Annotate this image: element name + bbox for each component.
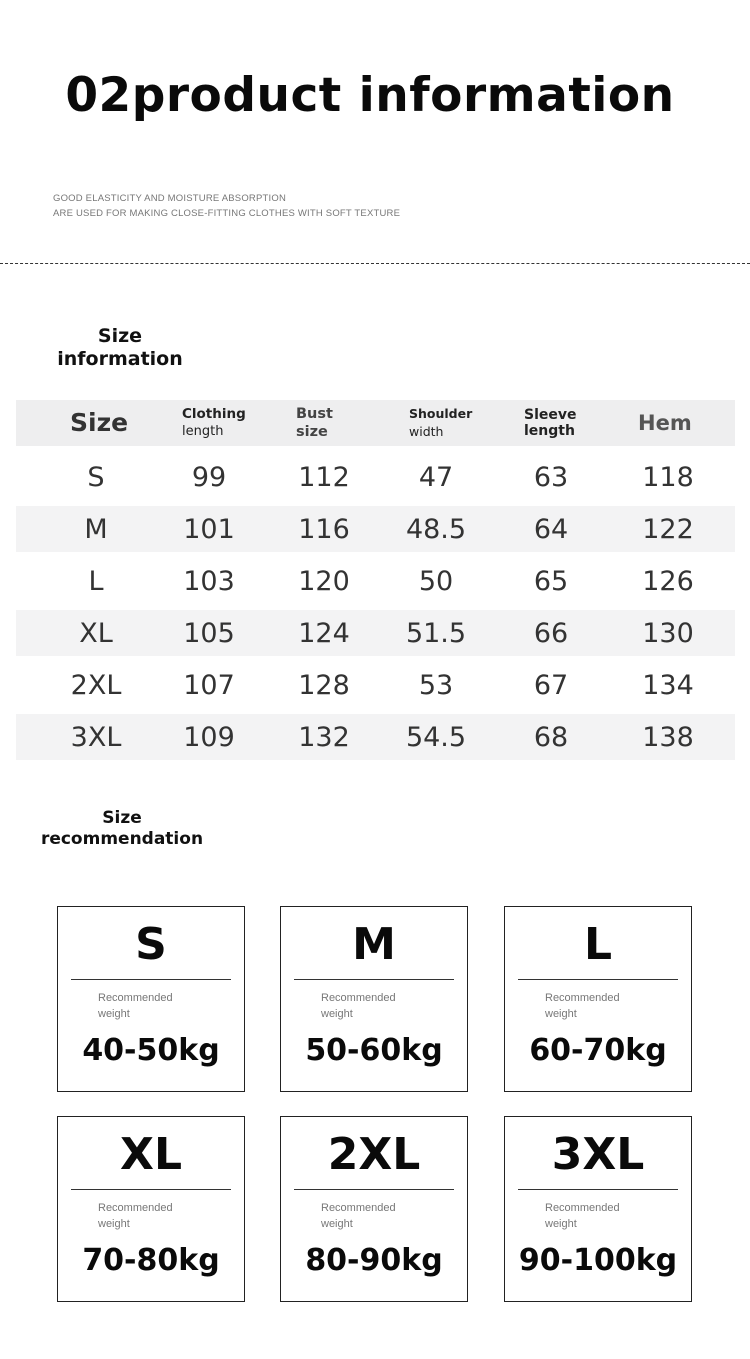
- card-weight-range: 50-60kg: [305, 1033, 443, 1068]
- table-cell: 51.5: [405, 617, 467, 649]
- card-divider: [518, 1189, 678, 1190]
- size-info-heading-line-1: Size: [97, 325, 143, 347]
- card-label-line-1: Recommended: [545, 992, 620, 1004]
- table-cell: 122: [642, 513, 694, 545]
- column-header-hem: Hem: [638, 411, 692, 435]
- card-label-line-2: weight: [545, 1218, 577, 1230]
- card-divider: [71, 979, 231, 980]
- table-cell: 112: [298, 461, 350, 493]
- size-info-heading: [30, 325, 210, 371]
- card-divider: [518, 979, 678, 980]
- table-cell: 124: [298, 617, 350, 649]
- size-rec-heading: [22, 808, 222, 850]
- card-label-line-1: Recommended: [98, 992, 173, 1004]
- table-row: [16, 662, 735, 708]
- table-cell: 47: [418, 461, 454, 493]
- tagline-line-2: ARE USED FOR MAKING CLOSE-FITTING CLOTHES WITH SOFT TEXTURE: [53, 208, 401, 219]
- card-label-line-2: weight: [98, 1218, 130, 1230]
- table-cell: 50: [418, 565, 454, 597]
- table-cell: 48.5: [405, 513, 467, 545]
- card-label-line-1: Recommended: [98, 1202, 173, 1214]
- table-row: [16, 610, 735, 656]
- card-size-label: M: [352, 919, 396, 970]
- table-row: [16, 558, 735, 604]
- card-weight-range: 70-80kg: [82, 1243, 220, 1278]
- table-cell: 63: [533, 461, 569, 493]
- column-header-clothing-length: Clothing length: [182, 406, 246, 439]
- card-label-line-2: weight: [98, 1008, 130, 1020]
- card-recommended-label: [98, 990, 208, 1022]
- table-cell: 130: [642, 617, 694, 649]
- card-size-label: S: [135, 919, 167, 970]
- card-divider: [294, 1189, 454, 1190]
- table-cell: 64: [533, 513, 569, 545]
- table-cell: 109: [183, 721, 235, 753]
- size-card: [504, 906, 692, 1092]
- table-cell: 65: [533, 565, 569, 597]
- table-cell: S: [87, 461, 105, 493]
- card-size-label: XL: [120, 1129, 182, 1180]
- table-cell: 126: [642, 565, 694, 597]
- card-recommended-label: [98, 1200, 208, 1232]
- table-cell: 54.5: [405, 721, 467, 753]
- table-cell: 3XL: [70, 721, 122, 753]
- card-label-line-1: Recommended: [321, 992, 396, 1004]
- card-recommended-label: [545, 990, 655, 1022]
- table-row: [16, 506, 735, 552]
- column-header-bust-size: Bust size: [296, 406, 333, 440]
- card-label-line-1: Recommended: [545, 1202, 620, 1214]
- table-cell: M: [84, 513, 108, 545]
- table-cell: 101: [183, 513, 235, 545]
- column-header-size: Size: [70, 408, 129, 437]
- size-card: [280, 906, 468, 1092]
- card-label-line-2: weight: [545, 1008, 577, 1020]
- table-cell: 120: [298, 565, 350, 597]
- size-rec-heading-line-2: recommendation: [40, 829, 204, 849]
- card-size-label: L: [583, 919, 613, 970]
- size-card: [57, 906, 245, 1092]
- column-header-shoulder-width: Shoulder width: [409, 406, 473, 439]
- table-cell: 66: [533, 617, 569, 649]
- table-cell: 134: [642, 669, 694, 701]
- table-cell: 68: [533, 721, 569, 753]
- card-recommended-label: [321, 990, 431, 1022]
- size-rec-heading-line-1: Size: [102, 808, 142, 828]
- table-cell: 53: [418, 669, 454, 701]
- page-title: 02product information: [65, 68, 675, 123]
- table-cell: 128: [298, 669, 350, 701]
- card-recommended-label: [321, 1200, 431, 1232]
- card-divider: [294, 979, 454, 980]
- table-cell: XL: [79, 617, 113, 649]
- card-label-line-1: Recommended: [321, 1202, 396, 1214]
- card-weight-range: 60-70kg: [529, 1033, 667, 1068]
- size-info-heading-line-2: information: [57, 348, 183, 370]
- table-row: [16, 714, 735, 760]
- card-label-line-2: weight: [321, 1218, 353, 1230]
- table-cell: L: [88, 565, 104, 597]
- table-cell: 116: [298, 513, 350, 545]
- table-cell: 138: [642, 721, 694, 753]
- table-header-row: [16, 400, 735, 446]
- tagline-line-1: GOOD ELASTICITY AND MOISTURE ABSORPTION: [53, 193, 287, 204]
- table-cell: 132: [298, 721, 350, 753]
- card-weight-range: 40-50kg: [82, 1033, 220, 1068]
- table-cell: 99: [191, 461, 227, 493]
- table-cell: 2XL: [70, 669, 122, 701]
- table-cell: 103: [183, 565, 235, 597]
- card-label-line-2: weight: [321, 1008, 353, 1020]
- column-header-sleeve-length: Sleeve length: [524, 407, 577, 439]
- card-weight-range: 80-90kg: [305, 1243, 443, 1278]
- card-recommended-label: [545, 1200, 655, 1232]
- table-cell: 67: [533, 669, 569, 701]
- size-card: [57, 1116, 245, 1302]
- card-size-label: 2XL: [327, 1129, 421, 1180]
- table-cell: 105: [183, 617, 235, 649]
- card-weight-range: 90-100kg: [518, 1243, 678, 1278]
- table-cell: 118: [642, 461, 694, 493]
- dashed-divider: [0, 263, 750, 264]
- size-card: [504, 1116, 692, 1302]
- card-size-label: 3XL: [551, 1129, 645, 1180]
- size-card: [280, 1116, 468, 1302]
- table-cell: 107: [183, 669, 235, 701]
- card-divider: [71, 1189, 231, 1190]
- table-row: [16, 454, 735, 500]
